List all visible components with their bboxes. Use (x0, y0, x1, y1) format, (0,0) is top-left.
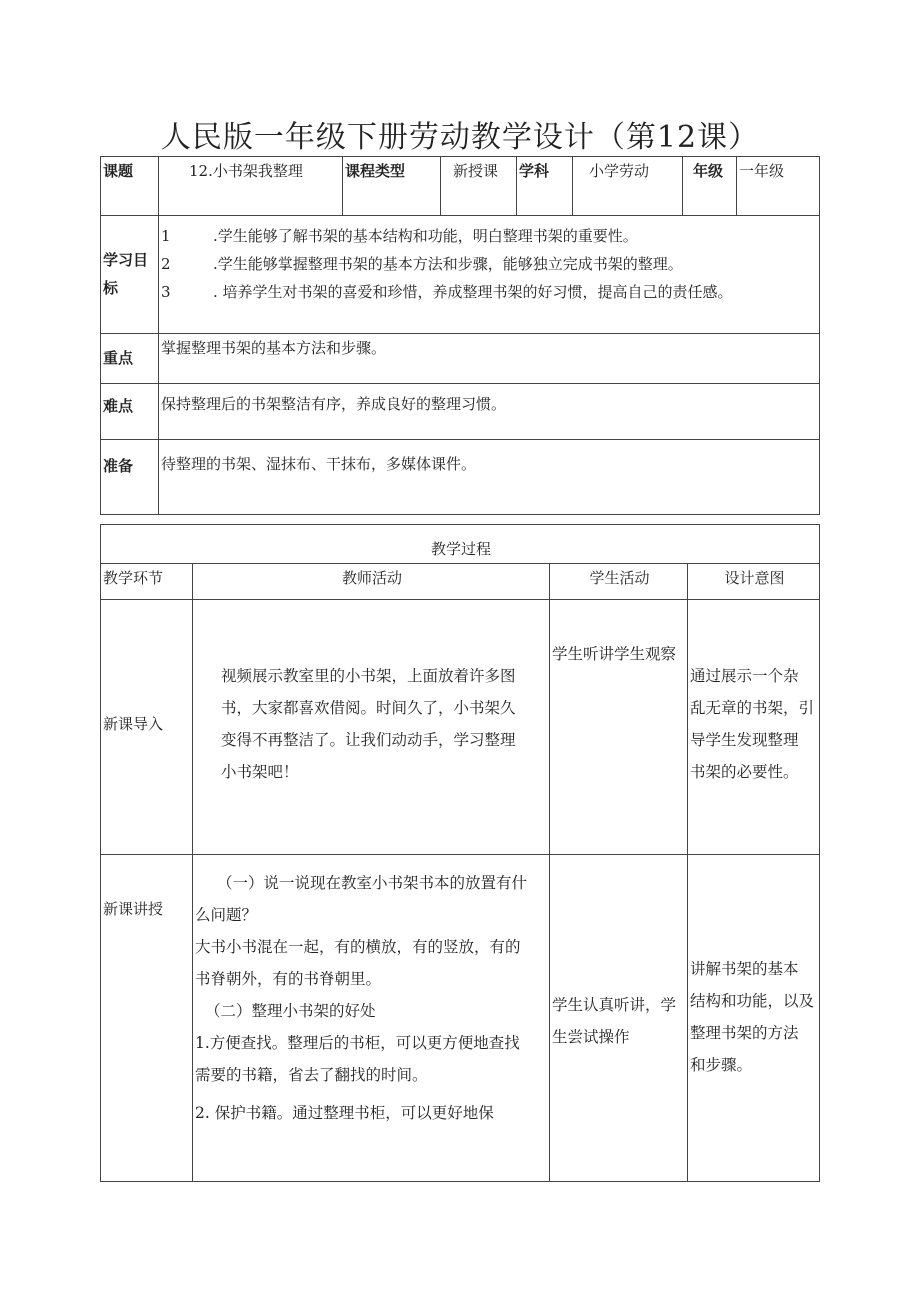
difficulty-value: 保持整理后的书架整洁有序，养成良好的整理习惯。 (159, 384, 820, 440)
text-line: 么问题？ (195, 906, 258, 924)
text-line: 视频展示教室里的小书架，上面放着许多图 (221, 667, 516, 685)
stage-cell: 新课导入 (101, 600, 193, 855)
text-line: 生尝试操作 (552, 1028, 630, 1046)
column-header: 教师活动 (193, 564, 550, 600)
objectives-label: 学习目标 (101, 216, 159, 334)
objective-item (161, 278, 819, 306)
text-line: 讲解书架的基本 (690, 960, 799, 978)
teaching-process-table (100, 524, 820, 1182)
key-value: 掌握整理书架的基本方法和步骤。 (159, 334, 820, 384)
text-line: 结构和功能，以及 (690, 992, 815, 1010)
text-line: 小书架吧！ (221, 763, 299, 781)
table-row (101, 600, 820, 855)
key-label: 重点 (101, 334, 159, 384)
text-line: 通过展示一个杂 (690, 667, 799, 685)
teacher-activity-cell (193, 855, 550, 1182)
text-line: 和步骤。 (690, 1056, 753, 1074)
text-line: 书，大家都喜欢借阅。时间久了，小书架久 (221, 699, 516, 717)
objective-text: .学生能够了解书架的基本结构和功能，明白整理书架的重要性。 (213, 227, 638, 245)
column-header: 教学环节 (101, 564, 193, 600)
text-line: （一）说一说现在教室小书架书本的放置有什 (217, 874, 528, 892)
student-activity-cell (550, 600, 688, 855)
text-line: 导学生发现整理 (690, 731, 799, 749)
student-activity-cell (550, 855, 688, 1182)
text-line: 书架的必要性。 (690, 763, 799, 781)
prep-label: 准备 (101, 440, 159, 515)
text-line: 学生认真听讲，学 (552, 996, 677, 1014)
design-intent-cell (688, 855, 820, 1182)
topic-value: 12.小书架我整理 (159, 157, 343, 216)
grade-value: 一年级 (737, 157, 820, 216)
topic-label: 课题 (101, 157, 159, 216)
objective-text: .学生能够掌握整理书架的基本方法和步骤，能够独立完成书架的整理。 (213, 255, 683, 273)
teacher-activity-cell (193, 600, 550, 855)
text-line: 变得不再整洁了。让我们动动手，学习整理 (221, 731, 516, 749)
column-header: 学生活动 (550, 564, 688, 600)
design-intent-cell (688, 600, 820, 855)
objective-text: . 培养学生对书架的喜爱和珍惜，养成整理书架的好习惯，提高自己的责任感。 (213, 283, 733, 301)
text-line: 2. 保护书籍。通过整理书柜，可以更好地保 (195, 1104, 494, 1122)
objective-number: 1 (161, 227, 171, 245)
process-header: 教学过程 (101, 525, 820, 564)
prep-value: 待整理的书架、湿抹布、干抹布，多媒体课件。 (159, 440, 820, 515)
page-title: 人民版一年级下册劳动教学设计（第12课） (160, 120, 760, 155)
objective-item (161, 250, 819, 278)
column-header: 设计意图 (688, 564, 820, 600)
text-line: 1.方便查找。整理后的书柜，可以更方便地查找 (195, 1034, 520, 1052)
text-line: 大书小书混在一起，有的横放，有的竖放，有的 (195, 938, 521, 956)
text-line: 乱无章的书架，引 (690, 699, 815, 717)
text-line: （二）整理小书架的好处 (205, 1002, 376, 1020)
type-value: 新授课 (441, 157, 517, 216)
text-line: 需要的书籍，省去了翻找的时间。 (195, 1066, 428, 1084)
objectives-list (159, 216, 820, 334)
stage-cell: 新课讲授 (101, 855, 193, 1182)
objective-item (161, 222, 819, 250)
text-line: 书脊朝外，有的书脊朝里。 (195, 970, 382, 988)
grade-label: 年级 (683, 157, 737, 216)
text-line: 学生听讲学生观察 (552, 645, 677, 663)
objective-number: 2 (161, 255, 171, 273)
objective-number: 3 (161, 283, 171, 301)
difficulty-label: 难点 (101, 384, 159, 440)
table-row (101, 855, 820, 1182)
text-line: 整理书架的方法 (690, 1024, 799, 1042)
lesson-info-table (100, 156, 820, 515)
subject-label: 学科 (517, 157, 573, 216)
subject-value: 小学劳动 (573, 157, 683, 216)
type-label: 课程类型 (343, 157, 441, 216)
